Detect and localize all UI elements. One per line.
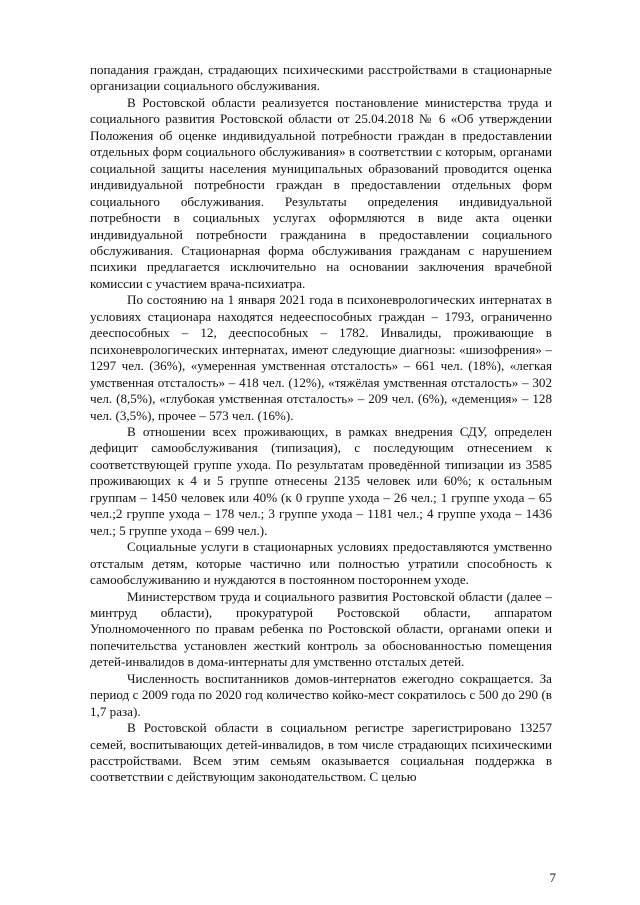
paragraph-statistics: По состоянию на 1 января 2021 года в психоневрологических интернатах в условиях стационара находятся недееспособных граждан – 1793, ограниченно дееспособных – 12, дееспособных – 1782. Инвалиды, проживающие в психоневрологических интернатах, имеют следующие диагнозы: «шизофрения» – 1297 чел. (36%), «умеренная умственная отсталость» – 661 чел. (18%), «легкая умственная отсталость» – 418 чел. (12%), «тяжёлая умственная отсталость» – 302 чел. (8,5%), «глубокая умственная отсталость» – 209 чел. (6%), «деменция» – 128 чел. (3,5%), прочее – 573 чел. (16%). (90, 292, 552, 423)
paragraph-resolution: В Ростовской области реализуется постановление министерства труда и социального развития Ростовской области от 25.04.2018 № 6 «Об утверждении Положения об оценке индивидуальной потребности граждан в предоставлении отдельных форм социального обслуживания» в соответствии с которым, органами социальной защиты населения муниципальных образований проводится оценка индивидуальной потребности граждан в предоставлении отдельных форм социального обслуживания. Результаты определения индивидуальной потребности в социальных услугах оформляются в виде акта оценки индивидуальной потребности гражданина в предоставлении социального обслуживания. Стационарная форма обслуживания гражданам с нарушением психики предлагается исключительно на основании заключения врачебной комиссии с участием врача-психиатра. (90, 94, 552, 291)
paragraph-control: Министерством труда и социального развития Ростовской области (далее – минтруд области), прокуратурой Ростовской области, аппаратом Уполномоченного по правам ребенка по Ростовской области, органами опеки и попечительства установлен жесткий контроль за обоснованностью помещения детей-инвалидов в дома-интернаты для умственно отсталых детей. (90, 588, 552, 670)
paragraph-residents-count: Численность воспитанников домов-интернатов ежегодно сокращается. За период с 2009 года по 2020 год количество койко-мест сократилось с 500 до 290 (в 1,7 раза). (90, 670, 552, 719)
paragraph-families: В Ростовской области в социальном регистре зарегистрировано 13257 семей, воспитывающих детей-инвалидов, в том числе страдающих психическими расстройствами. Всем этим семьям оказывается социальная поддержка в соответствии с действующим законодательством. С целью (90, 720, 552, 785)
paragraph-social-services: Социальные услуги в стационарных условиях предоставляются умственно отсталым детям, которые частично или полностью утратили способность к самообслуживанию и нуждаются в постоянном постороннем уходе. (90, 539, 552, 588)
page-number: 7 (549, 870, 556, 885)
paragraph-care-groups: В отношении всех проживающих, в рамках внедрения СДУ, определен дефицит самообслуживания (типизация), с последующим отнесением к соответствующей группе ухода. По результатам проведённой типизации из 3585 проживающих к 4 и 5 группе отнесены 2135 человек или 60%; к остальным группам – 1450 человек или 40% (к 0 группе ухода – 26 чел.; 1 группе ухода – 65 чел.;2 группе ухода – 178 чел.; 3 группе ухода – 1181 чел.; 4 группе ухода – 1436 чел.; 5 группе ухода – 699 чел.). (90, 423, 552, 538)
paragraph-continuation: попадания граждан, страдающих психическими расстройствами в стационарные организации социального обслуживания. (90, 62, 552, 94)
body-text (90, 62, 552, 786)
